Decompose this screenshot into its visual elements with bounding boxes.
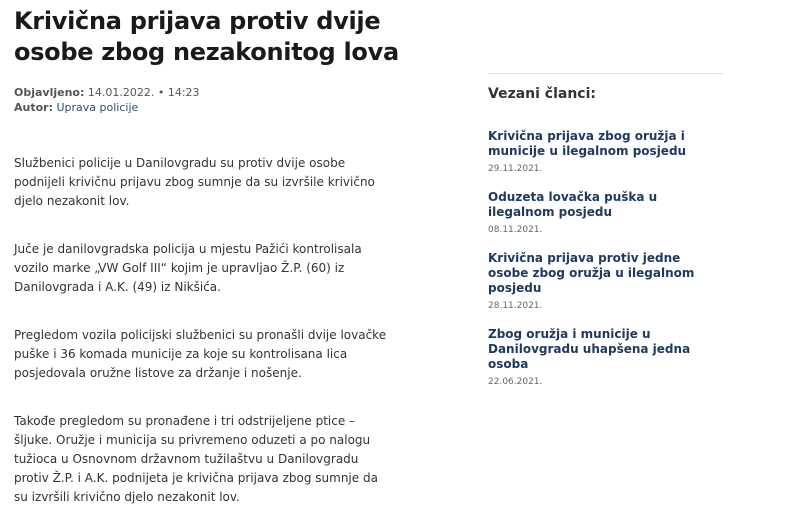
related-article-2 bbox=[488, 190, 724, 236]
related-articles-sidebar bbox=[488, 73, 724, 403]
related-article-link[interactable]: Krivična prijava zbog oružja i municije u ilegalnom posjedu bbox=[488, 129, 687, 158]
related-article-4 bbox=[488, 327, 724, 388]
related-article-link[interactable]: Krivična prijava protiv jedne osobe zbog oružja u ilegalnom posjedu bbox=[488, 251, 695, 295]
related-article-link[interactable]: Zbog oružja i municije u Danilovgradu uhapšena jedna osoba bbox=[488, 327, 691, 371]
published-value: 14.01.2022. • 14:23 bbox=[87, 86, 200, 99]
article-paragraph: Službenici policije u Danilovgradu su protiv dvije osobe podnijeli krivičnu prijavu zbog sumnje da su izvršile krivično djelo nezakonit lov. bbox=[14, 156, 375, 208]
related-articles-heading: Vezani članci: bbox=[488, 86, 597, 102]
published-row bbox=[14, 85, 200, 100]
article-paragraph: Takođe pregledom su pronađene i tri odstrijeljene ptice – šljuke. Oružje i municija su privremeno oduzeti a po nalogu tužioca u Osnovnom državnom tužilaštvu u Danilovgradu protiv Ž.P. i A.K. podnijeta je krivična prijava zbog sumnje da su izvršili krivično djelo nezakonit lov. bbox=[14, 414, 378, 504]
related-article-1 bbox=[488, 129, 724, 175]
author-label: Autor: bbox=[14, 101, 53, 114]
author-row bbox=[14, 100, 200, 115]
author-link[interactable]: Uprava policije bbox=[56, 101, 139, 114]
article-paragraph: Juče je danilovgradska policija u mjestu Pažići kontrolisala vozilo marke „VW Golf III“ kojim je upravljao Ž.P. (60) iz Danilovgrada i A.K. (49) iz Nikšića. bbox=[14, 242, 362, 294]
article-title: Krivična prijava protiv dvije osobe zbog nezakonitog lova bbox=[14, 7, 399, 66]
related-article-date: 29.11.2021. bbox=[488, 164, 543, 174]
published-label: Objavljeno: bbox=[14, 86, 85, 99]
article-body bbox=[14, 154, 394, 520]
related-article-date: 22.06.2021. bbox=[488, 377, 543, 387]
article-paragraph: Pregledom vozila policijski službenici su pronašli dvije lovačke puške i 36 komada municije za koje su kontrolisana lica posjedovala oružne listove za držanje i nošenje. bbox=[14, 328, 387, 380]
related-article-3 bbox=[488, 251, 724, 312]
related-article-link[interactable]: Oduzeta lovačka puška u ilegalnom posjedu bbox=[488, 190, 658, 219]
article-meta bbox=[14, 85, 200, 115]
related-article-date: 08.11.2021. bbox=[488, 225, 543, 235]
related-article-date: 28.11.2021. bbox=[488, 301, 543, 311]
